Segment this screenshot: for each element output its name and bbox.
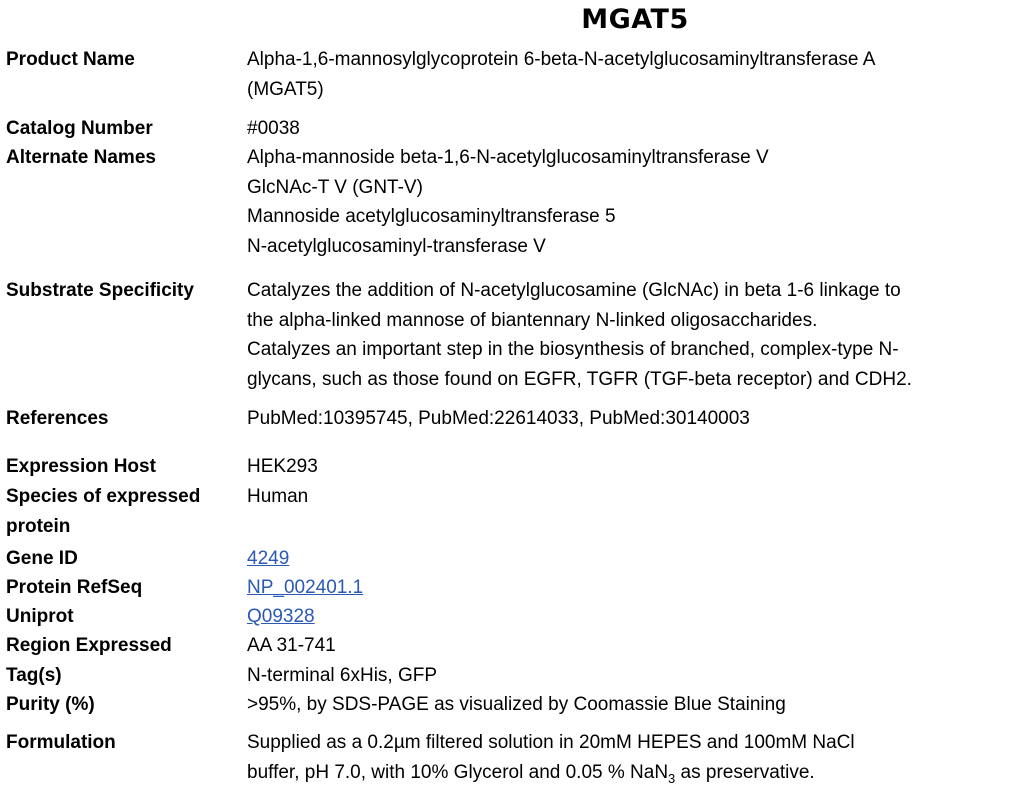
- alternate-name-item: N-acetylglucosaminyl-transferase V: [247, 235, 546, 257]
- uniprot-link[interactable]: Q09328: [247, 606, 315, 627]
- region-expressed-label: Region Expressed: [6, 635, 172, 656]
- formulation-value: [247, 728, 1019, 793]
- alternate-name-item: GlcNAc-T V (GNT-V): [247, 176, 423, 198]
- tags-label: Tag(s): [6, 665, 62, 686]
- species-value: Human: [247, 486, 309, 507]
- product-name-line: Alpha-1,6-mannosylglycoprotein 6-beta-N-acetylglucosaminyltransferase A: [247, 49, 876, 70]
- product-name-value: [247, 45, 1019, 104]
- page-title: MGAT5: [581, 4, 689, 35]
- substrate-specificity-value: [247, 276, 1019, 394]
- formulation-line: [247, 758, 1019, 793]
- alternate-names-label: Alternate Names: [6, 147, 156, 168]
- formulation-text-post: as preservative.: [675, 761, 815, 783]
- protein-refseq-link[interactable]: NP_002401.1: [247, 577, 364, 598]
- product-name-label: Product Name: [6, 49, 135, 70]
- substrate-specificity-line: Catalyzes an important step in the biosynthesis of branched, complex-type N-: [247, 339, 899, 360]
- purity-label: Purity (%): [6, 694, 95, 715]
- alternate-names-value: [247, 143, 1019, 261]
- references-value: PubMed:10395745, PubMed:22614033, PubMed:30140003: [247, 408, 750, 429]
- expression-host-label: Expression Host: [6, 456, 156, 477]
- formulation-text-pre: buffer, pH 7.0, with 10% Glycerol and 0.05 % NaN: [247, 761, 669, 783]
- formulation-label: Formulation: [6, 732, 116, 753]
- formulation-subscript: 3: [668, 770, 676, 786]
- formulation-line: Supplied as a 0.2µm filtered solution in 20mM HEPES and 100mM NaCl: [247, 732, 855, 753]
- catalog-number-label: Catalog Number: [6, 118, 153, 139]
- region-expressed-value: AA 31-741: [247, 635, 336, 656]
- substrate-specificity-label: Substrate Specificity: [6, 280, 194, 301]
- protein-refseq-value-cell: [247, 573, 1019, 603]
- tags-value: N-terminal 6xHis, GFP: [247, 665, 438, 686]
- substrate-specificity-line: Catalyzes the addition of N-acetylglucosamine (GlcNAc) in beta 1-6 linkage to: [247, 280, 901, 301]
- references-label: References: [6, 408, 109, 429]
- purity-value: >95%, by SDS-PAGE as visualized by Coomassie Blue Staining: [247, 694, 786, 715]
- species-label-line: protein: [6, 515, 71, 537]
- alternate-name-item: Alpha-mannoside beta-1,6-N-acetylglucosaminyltransferase V: [247, 147, 769, 168]
- gene-id-label: Gene ID: [6, 548, 78, 569]
- substrate-specificity-line: the alpha-linked mannose of biantennary N-linked oligosaccharides.: [247, 309, 818, 331]
- expression-host-value: HEK293: [247, 456, 318, 477]
- species-label-line: Species of expressed: [6, 486, 201, 507]
- substrate-specificity-line: glycans, such as those found on EGFR, TGFR (TGF-beta receptor) and CDH2.: [247, 368, 912, 390]
- species-label: [6, 482, 238, 541]
- uniprot-value-cell: [247, 602, 1019, 632]
- protein-refseq-label: Protein RefSeq: [6, 577, 143, 598]
- alternate-name-item: Mannoside acetylglucosaminyltransferase 5: [247, 206, 616, 227]
- product-name-line: (MGAT5): [247, 78, 324, 100]
- gene-id-link[interactable]: 4249: [247, 548, 290, 569]
- uniprot-label: Uniprot: [6, 606, 74, 627]
- gene-id-value-cell: [247, 544, 1019, 574]
- catalog-number-value: #0038: [247, 118, 300, 139]
